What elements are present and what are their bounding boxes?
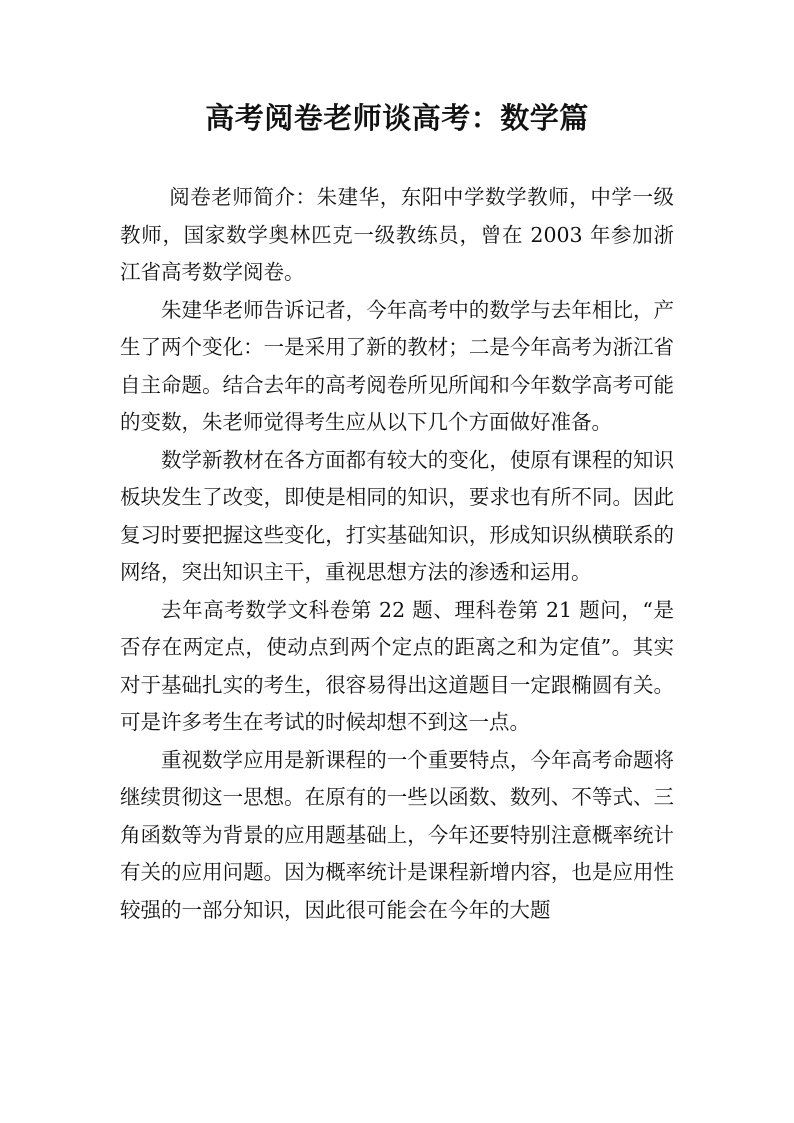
paragraph-teacher-intro: 阅卷老师简介：朱建华，东阳中学数学教师，中学一级教师，国家数学奥林匹克一级教练员，曾在 2003 年参加浙江省高考数学阅卷。: [120, 185, 674, 284]
document-body: [120, 179, 674, 929]
document-title: 高考阅卷老师谈高考：数学篇: [205, 101, 589, 135]
paragraph-new-textbook: 数学新教材在各方面都有较大的变化，使原有课程的知识板块发生了改变，即使是相同的知识，要求也有所不同。因此复习时要把握这些变化，打实基础知识，形成知识纵横联系的网络，突出知识主干，重视思想方法的渗透和运用。: [120, 447, 674, 584]
paragraph-last-year-question: 去年高考数学文科卷第 22 题、理科卷第 21 题问，“是否存在两定点，使动点到两个定点的距离之和为定值”。其实对于基础扎实的考生，很容易得出这道题目一定跟椭圆有关。可是许多考生在考试的时候却想不到这一点。: [120, 597, 674, 734]
paragraph-changes: 朱建华老师告诉记者，今年高考中的数学与去年相比，产生了两个变化：一是采用了新的教材；二是今年高考为浙江省自主命题。结合去年的高考阅卷所见所闻和今年数学高考可能的变数，朱老师觉得考生应从以下几个方面做好准备。: [120, 297, 674, 434]
paragraph-math-application: 重视数学应用是新课程的一个重要特点，今年高考命题将继续贯彻这一思想。在原有的一些以函数、数列、不等式、三角函数等为背景的应用题基础上，今年还要特别注意概率统计有关的应用问题。因为概率统计是课程新增内容，也是应用性较强的一部分知识，因此很可能会在今年的大题: [120, 747, 674, 922]
